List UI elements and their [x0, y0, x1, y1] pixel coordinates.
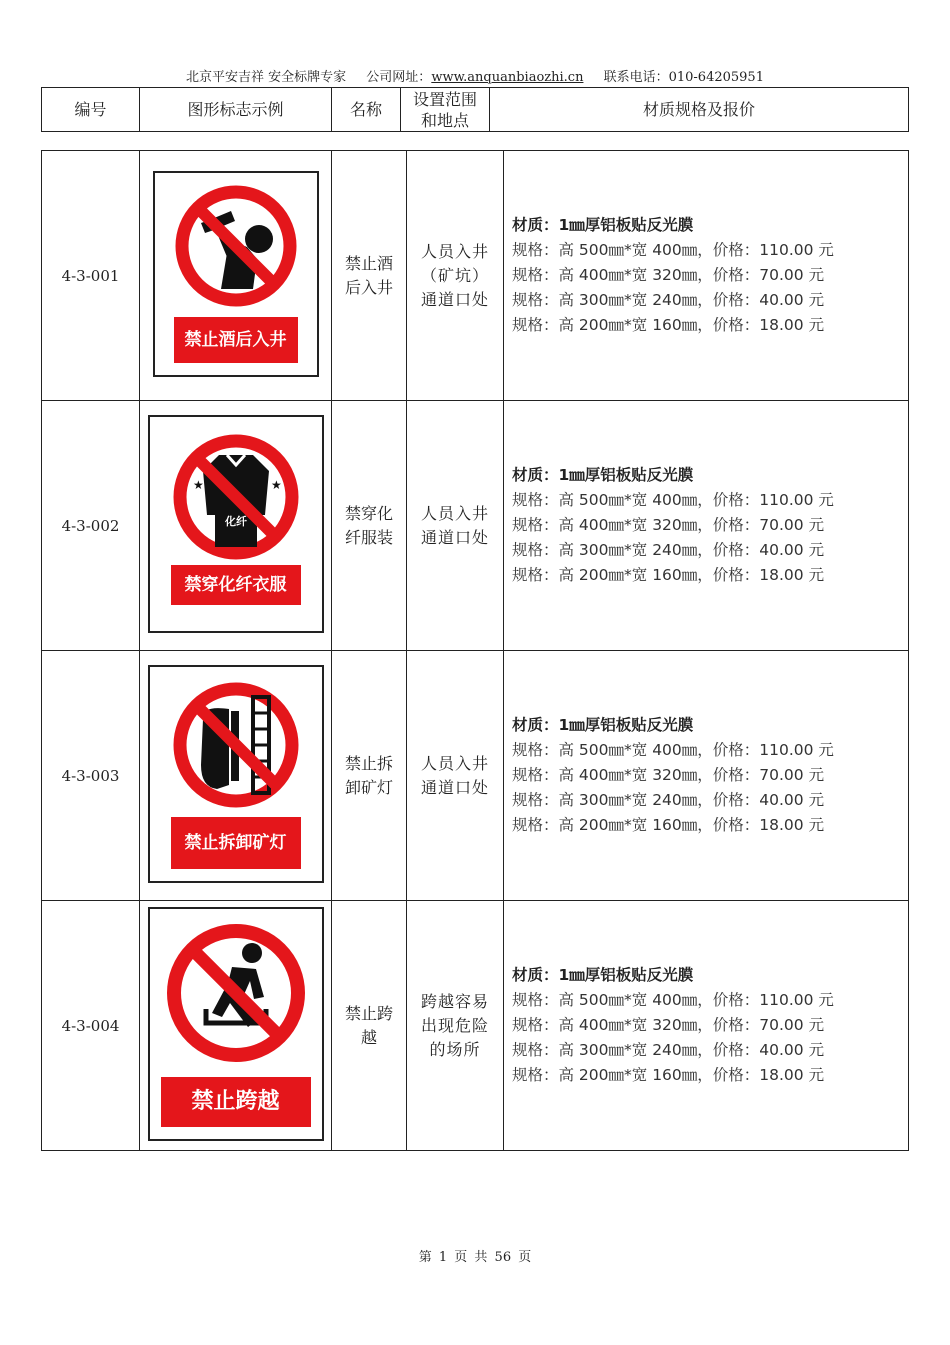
company-name: 北京平安吉祥 安全标牌专家 — [186, 70, 347, 85]
no-dismantle-lamp-icon — [161, 675, 311, 815]
no-crossing-icon — [156, 913, 316, 1073]
sign-label: 禁止酒后入井 — [174, 317, 298, 363]
sign-label: 禁穿化纤衣服 — [171, 565, 301, 605]
row-place: 人员入井 （矿坑） 通道口处 — [407, 151, 504, 401]
sign-label: 禁止拆卸矿灯 — [171, 817, 301, 869]
website-link[interactable]: www.anquanbiaozhi.cn — [431, 70, 584, 85]
sign-label: 禁止跨越 — [161, 1077, 311, 1127]
row-spec: 材质：1㎜厚铝板贴反光膜 规格：高 500㎜*宽 400㎜，价格：110.00 元 规格：高 400㎜*宽 320㎜，价格：70.00 元 规格：高 300㎜*宽 240㎜，价格：40.00 元 规格：高 200㎜*宽 160㎜，价格：18.00 元 — [504, 651, 909, 901]
table-header — [41, 87, 909, 132]
sign-image — [148, 665, 324, 883]
row-name: 禁止拆 卸矿灯 — [332, 651, 407, 901]
row-place: 人员入井 通道口处 — [407, 651, 504, 901]
page-number: 第 1 页 共 56 页 — [418, 1250, 532, 1265]
row-spec: 材质：1㎜厚铝板贴反光膜 规格：高 500㎜*宽 400㎜，价格：110.00 元 规格：高 400㎜*宽 320㎜，价格：70.00 元 规格：高 300㎜*宽 240㎜，价格：40.00 元 规格：高 200㎜*宽 160㎜，价格：18.00 元 — [504, 401, 909, 651]
no-synthetic-clothing-icon — [161, 427, 311, 567]
sign-image — [148, 415, 324, 633]
row-code: 4-3-001 — [42, 151, 140, 401]
row-name: 禁止酒 后入井 — [332, 151, 407, 401]
sign-inner-text: 化纤 — [224, 514, 247, 528]
row-code: 4-3-003 — [42, 651, 140, 901]
svg-text:★: ★ — [192, 477, 204, 492]
sign-table — [41, 150, 909, 1151]
table-row — [42, 651, 909, 901]
row-place: 跨越容易 出现危险 的场所 — [407, 901, 504, 1151]
column-place: 设置范围 和地点 — [401, 88, 490, 132]
column-image: 图形标志示例 — [140, 88, 332, 132]
column-spec: 材质规格及报价 — [490, 88, 909, 132]
row-place: 人员入井 通道口处 — [407, 401, 504, 651]
row-name: 禁止跨 越 — [332, 901, 407, 1151]
column-name: 名称 — [332, 88, 401, 132]
phone-number: 联系电话：010-64205951 — [603, 70, 764, 85]
row-name: 禁穿化 纤服装 — [332, 401, 407, 651]
row-code: 4-3-002 — [42, 401, 140, 651]
table-row — [42, 151, 909, 401]
sign-image — [153, 171, 319, 377]
page-header — [0, 66, 950, 85]
row-spec: 材质：1㎜厚铝板贴反光膜 规格：高 500㎜*宽 400㎜，价格：110.00 元 规格：高 400㎜*宽 320㎜，价格：70.00 元 规格：高 300㎜*宽 240㎜，价格：40.00 元 规格：高 200㎜*宽 160㎜，价格：18.00 元 — [504, 901, 909, 1151]
row-spec: 材质：1㎜厚铝板贴反光膜 规格：高 500㎜*宽 400㎜，价格：110.00 元 规格：高 400㎜*宽 320㎜，价格：70.00 元 规格：高 300㎜*宽 240㎜，价格：40.00 元 规格：高 200㎜*宽 160㎜，价格：18.00 元 — [504, 151, 909, 401]
no-drinking-person-icon — [161, 181, 311, 311]
table-row — [42, 401, 909, 651]
svg-text:★: ★ — [270, 477, 282, 492]
sign-image — [148, 907, 324, 1141]
column-code: 编号 — [42, 88, 140, 132]
row-code: 4-3-004 — [42, 901, 140, 1151]
table-row — [42, 901, 909, 1151]
website-label: 公司网址： — [366, 70, 432, 85]
